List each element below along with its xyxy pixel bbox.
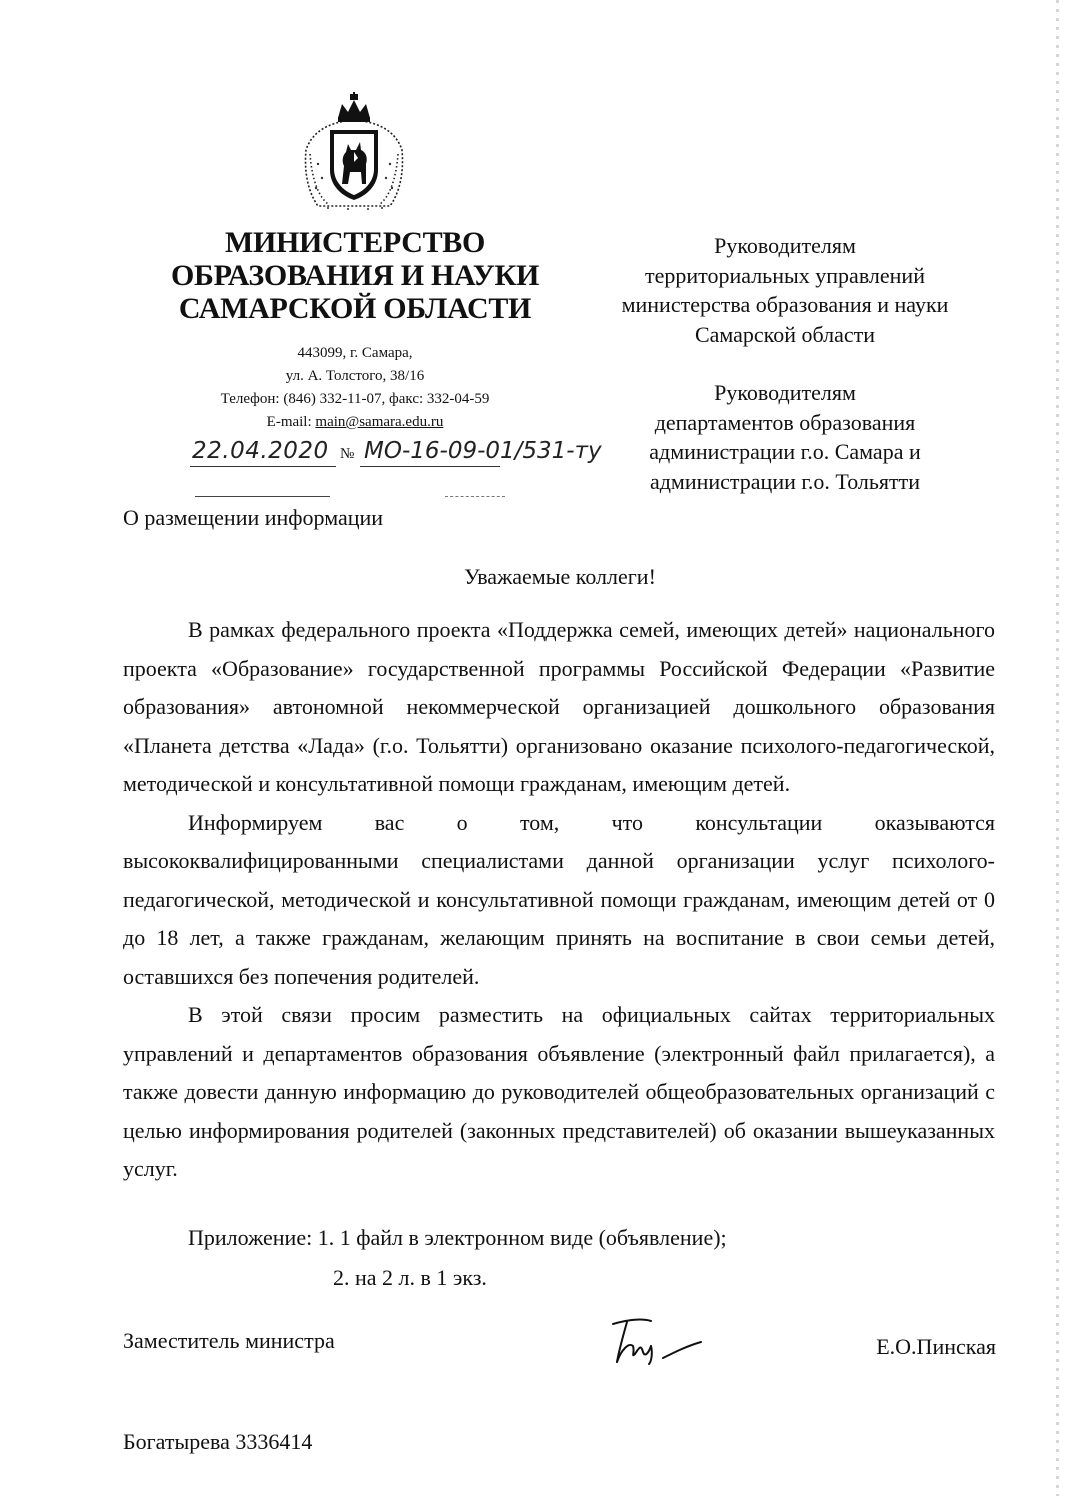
recipients-block: [585, 231, 985, 496]
registration-line: [190, 436, 620, 476]
stub-line: [445, 496, 505, 497]
signer-name: Е.О.Пинская: [876, 1334, 996, 1359]
body-paragraph: Информируем вас о том, что консультации оказываются высококвалифицированными специалистами данной организации услуг психолого-педагогической, методической и консультативной помощи гражданам, имеющим детей от 0 до 18 лет, а также гражданам, желающим принять на воспитание в свои семьи детей, оставшихся без попечения родителей.: [123, 809, 995, 989]
address-line: 443099, г. Самара,: [297, 345, 413, 361]
body-paragraph: В рамках федерального проекта «Поддержка семей, имеющих детей» национального проекта «Образование» государственной программы Российской Федерации «Развитие образования» автономной некоммерческой организацией дошкольного образования «Планета детства «Лада» (г.о. Тольятти) организовано оказание психолого-педагогической, методической и консультативной помощи гражданам, имеющим детей.: [123, 617, 995, 796]
handwritten-signature-icon: [605, 1312, 705, 1367]
recipient-line: территориальных управлений: [645, 262, 925, 288]
stub-line: [195, 496, 330, 497]
body-paragraph: В этой связи просим разместить на официальных сайтах территориальных управлений и департаментов образования объявление (электронный файл прилагается), а также довести данную информацию до руководителей общеобразовательных организаций с целью информирования родителей (законных представителей) об оказании вышеуказанных услуг.: [123, 1002, 995, 1181]
email-line: [150, 411, 560, 434]
phone-line: Телефон: (846) 332-11-07, факс: 332-04-59: [220, 391, 490, 407]
scan-edge-noise: [1056, 0, 1059, 1496]
reference-stub-lines: [195, 496, 515, 500]
recipient-line: департаментов образования: [654, 409, 916, 435]
letter-subject: О размещении информации: [123, 505, 384, 530]
ministry-name-line: ОБРАЗОВАНИЯ И НАУКИ: [171, 259, 539, 292]
attachment-line-1: Приложение: 1. 1 файл в электронном виде (объявление);: [188, 1225, 727, 1250]
recipient-line: Руководителям: [714, 233, 856, 258]
date-underline: [190, 466, 336, 467]
ministry-name-line: САМАРСКОЙ ОБЛАСТИ: [178, 292, 532, 325]
recipient-line: Руководителям: [714, 380, 856, 405]
registration-date: 22.04.2020: [192, 438, 329, 464]
signer-title: Заместитель министра: [123, 1328, 335, 1353]
number-sign: №: [340, 446, 355, 462]
letter-body: [123, 611, 995, 1189]
recipient-line: Самарской области: [694, 321, 876, 347]
ministry-name: [150, 226, 560, 325]
number-underline: [360, 466, 500, 467]
recipient-line: администрации г.о. Тольятти: [649, 468, 921, 494]
registration-number: МО-16-09-01/531-ту: [364, 438, 602, 464]
attachment-line-2: 2. на 2 л. в 1 экз.: [333, 1265, 487, 1290]
recipient-line: министерства образования и науки: [621, 292, 949, 317]
salutation: Уважаемые коллеги!: [464, 564, 656, 589]
executor-contact: Богатырева 3336414: [123, 1429, 313, 1454]
address-line: ул. А. Толстого, 38/16: [285, 368, 425, 384]
email-label: E-mail:: [266, 414, 316, 430]
recipient-line: администрации г.о. Самара и: [649, 439, 921, 464]
email-link[interactable]: main@samara.edu.ru: [315, 414, 444, 430]
samara-coat-of-arms-icon: [298, 92, 410, 214]
ministry-name-line: МИНИСТЕРСТВО: [224, 226, 486, 259]
ministry-address: [150, 342, 560, 434]
